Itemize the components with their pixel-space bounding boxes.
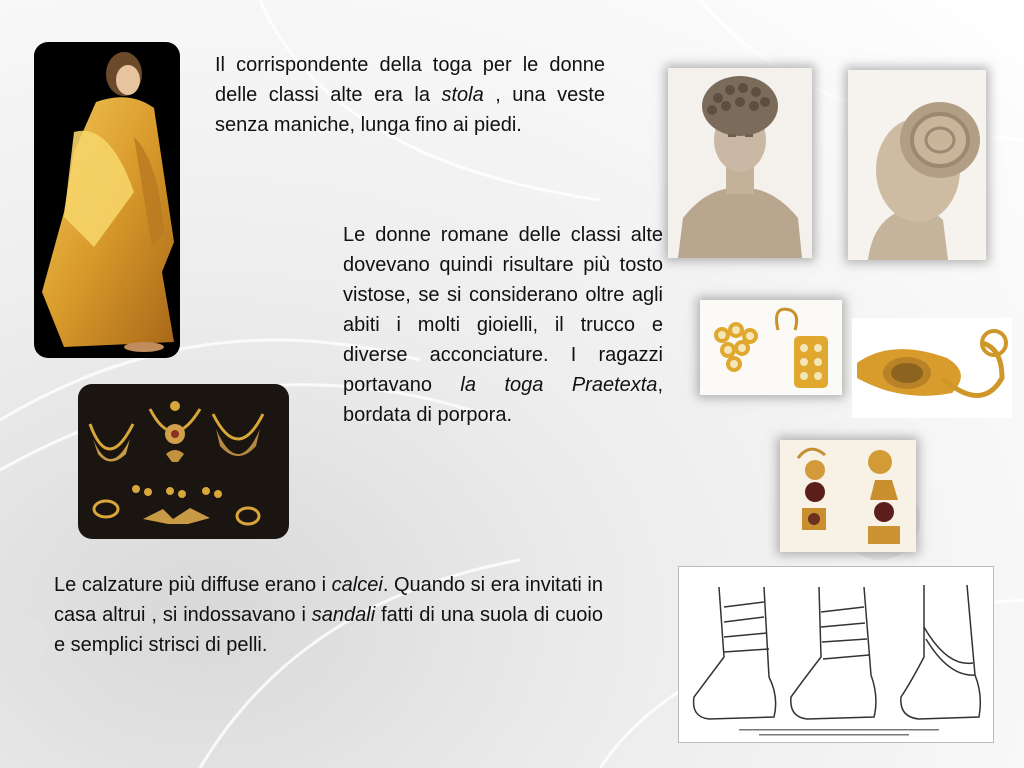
bust-back-hairstyle-image (848, 70, 986, 260)
footwear-drawing-image (678, 566, 994, 743)
stola-text-before: Il corrispondente della toga per le donne delle classi alte era la (215, 54, 605, 106)
donne-text-before: Le donne romane delle classi alte dovevano quindi risultare più tosto vistose, se si considerano oltre agli abiti i molti gioielli, il trucco e diverse acconciature. I ragazzi portavano (343, 224, 663, 396)
stola-paragraph (215, 50, 605, 140)
calzature-text-after: fatti di una suola di cuoio e semplici strisci di pelli. (54, 604, 603, 656)
bust-front-image (668, 68, 812, 258)
garnet-earrings-image (780, 440, 916, 552)
jewelry-collection-image (78, 384, 289, 539)
stola-text-after: , una veste senza maniche, lunga fino ai piedi. (215, 84, 605, 136)
gold-ring-image (852, 318, 1012, 418)
calzature-text-before: Le calzature più diffuse erano i (54, 574, 332, 596)
calzature-italic-sandali: sandali (311, 604, 376, 626)
woman-in-stola-image (34, 42, 180, 358)
donne-italic: la toga Praetexta (460, 374, 658, 396)
calzature-paragraph (54, 570, 603, 660)
donne-text-after: , bordata di porpora. (343, 374, 663, 426)
calzature-text-mid: . Quando si era invitati in casa altrui , si indossavano i (54, 574, 603, 626)
calzature-italic-calcei: calcei (331, 574, 383, 596)
donne-paragraph (343, 220, 663, 430)
gold-earring-pair-image (700, 300, 842, 395)
stola-italic: stola (441, 84, 484, 106)
